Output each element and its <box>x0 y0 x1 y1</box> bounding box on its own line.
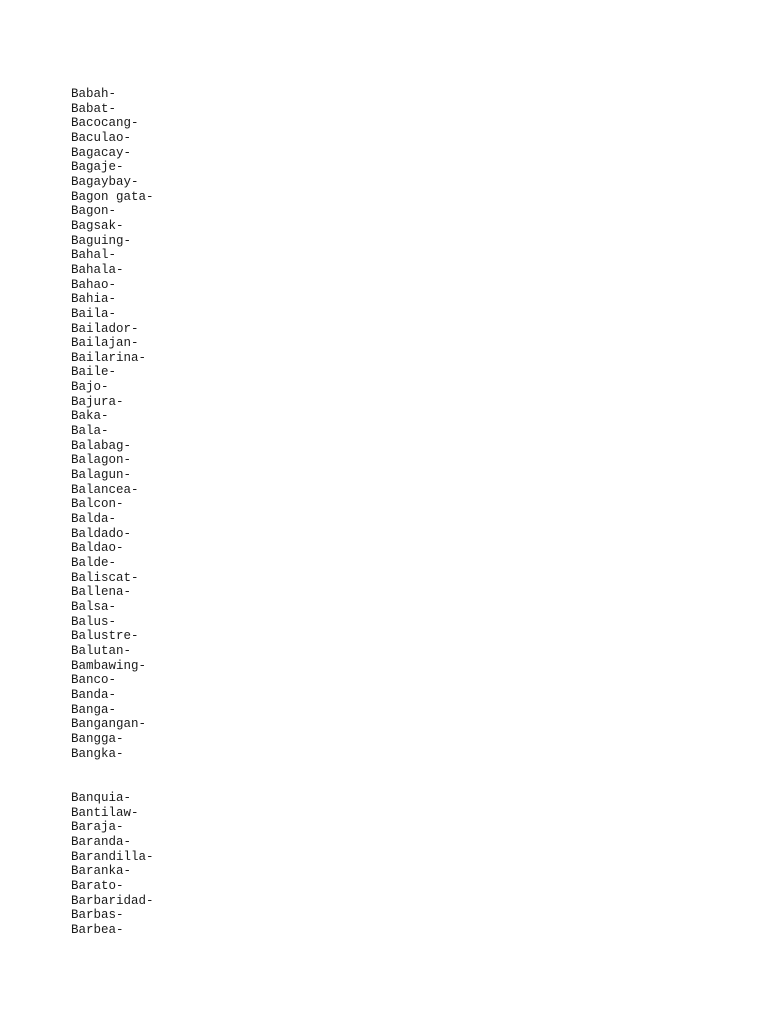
word-entry: Baculao- <box>71 130 132 145</box>
word-entry: Balancea- <box>71 482 139 497</box>
word-entry: Bagon gata- <box>71 189 154 204</box>
word-entry: Balabag- <box>71 438 132 453</box>
word-entry: Bagacay- <box>71 145 132 160</box>
word-entry: Banco- <box>71 673 117 688</box>
word-entry: Baraja- <box>71 820 124 835</box>
word-entry: Babah- <box>71 87 117 101</box>
word-entry: Barbea- <box>71 922 124 937</box>
word-entry: Banquia- <box>71 791 132 805</box>
word-entry: Balus- <box>71 614 117 629</box>
word-list-section-1 <box>71 87 154 761</box>
word-entry: Bangka- <box>71 746 124 761</box>
word-entry: Bambawing- <box>71 658 147 673</box>
word-entry: Bahal- <box>71 248 117 263</box>
word-entry: Balcon- <box>71 497 124 512</box>
word-entry: Baldao- <box>71 541 124 556</box>
word-entry: Bailarina- <box>71 350 147 365</box>
word-entry: Baka- <box>71 409 109 424</box>
word-entry: Bagon- <box>71 204 117 219</box>
word-entry: Baila- <box>71 306 117 321</box>
word-entry: Bahia- <box>71 292 117 307</box>
word-entry: Bantilaw- <box>71 805 139 820</box>
word-entry: Ballena- <box>71 585 132 600</box>
word-entry: Balustre- <box>71 629 139 644</box>
word-entry: Bacocang- <box>71 116 139 131</box>
word-entry: Bagaybay- <box>71 174 139 189</box>
word-entry: Bajura- <box>71 394 124 409</box>
word-entry: Bailajan- <box>71 336 139 351</box>
word-entry: Bagaje- <box>71 160 124 175</box>
word-entry: Babat- <box>71 101 117 116</box>
word-entry: Baguing- <box>71 233 132 248</box>
word-entry: Balsa- <box>71 599 117 614</box>
word-entry: Balagon- <box>71 453 132 468</box>
word-entry: Balagun- <box>71 468 132 483</box>
word-entry: Barbaridad- <box>71 893 154 908</box>
word-entry: Banda- <box>71 687 117 702</box>
word-entry: Barbas- <box>71 908 124 923</box>
word-entry: Baranda- <box>71 834 132 849</box>
word-entry: Balutan- <box>71 643 132 658</box>
word-entry: Bahala- <box>71 262 124 277</box>
word-entry: Bala- <box>71 424 109 439</box>
word-entry: Balda- <box>71 512 117 527</box>
word-entry: Balde- <box>71 556 117 570</box>
word-list-section-2 <box>71 791 154 938</box>
word-entry: Bailador- <box>71 321 139 336</box>
word-entry: Baile- <box>71 365 117 380</box>
word-entry: Banga- <box>71 702 117 717</box>
word-entry: Baldado- <box>71 526 132 541</box>
word-entry: Bajo- <box>71 380 109 395</box>
word-entry: Baliscat- <box>71 570 139 585</box>
word-entry: Bahao- <box>71 277 117 292</box>
word-entry: Bagsak- <box>71 218 124 233</box>
word-entry: Bangangan- <box>71 717 147 732</box>
word-entry: Barandilla- <box>71 849 154 864</box>
word-entry: Baranka- <box>71 864 132 879</box>
word-entry: Barato- <box>71 878 124 893</box>
word-entry: Bangga- <box>71 731 124 746</box>
